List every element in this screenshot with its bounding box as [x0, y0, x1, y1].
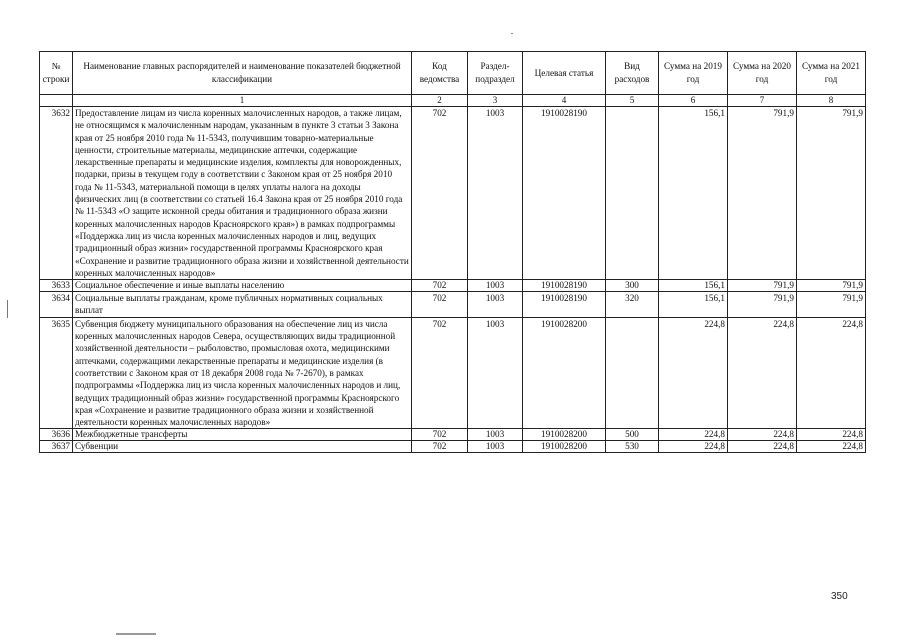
row-sum-2021: 791,9	[797, 280, 866, 292]
row-section: 1003	[468, 292, 523, 318]
row-sum-2020: 224,8	[728, 317, 797, 429]
row-number: 3632	[40, 107, 73, 280]
row-number: 3635	[40, 317, 73, 429]
header-name: Наименование главных распорядителей и наименование показателей бюджетной классификации	[73, 52, 412, 95]
column-number: 3	[468, 95, 523, 107]
header-sum-2019: Сумма на 2019 год	[659, 52, 728, 95]
row-name: Субвенция бюджету муниципального образования на обеспечение лиц из числа коренных малочисленных народов Севера, осуществляющих виды традиционной хозяйственной деятельности – рыболовство, промысловая охота, медицинскими аптечками, содержащими лекарственные препараты и медицинские изделия (в соответствии с Законом края от 18 декабря 2008 года № 7-2670), в рамках подпрограммы «Поддержка лиц из числа коренных малочисленных народов и лиц, ведущих традиционный образ жизни» государственной программы Красноярского края «Сохранение и развитие традиционного образа жизни и хозяйственной деятельности коренных малочисленных народов»	[73, 317, 412, 429]
row-sum-2019: 224,8	[659, 317, 728, 429]
row-target-article: 1910028190	[523, 280, 606, 292]
row-target-article: 1910028200	[523, 317, 606, 429]
row-section: 1003	[468, 107, 523, 280]
header-sum-2021: Сумма на 2021 год	[797, 52, 866, 95]
table-row	[40, 280, 866, 292]
row-sum-2020: 791,9	[728, 280, 797, 292]
row-department-code: 702	[412, 429, 468, 441]
row-sum-2019: 156,1	[659, 280, 728, 292]
header-row-number: № строки	[40, 52, 73, 95]
row-sum-2021: 791,9	[797, 107, 866, 280]
row-name: Предоставление лицам из числа коренных малочисленных народов, а также лицам, не относящимся к малочисленным народам, указанным в пункте 3 статьи 3 Закона края от 25 ноября 2010 года № 11-5343, получившим товарно-материальные ценности, строительные материалы, медицинские аптечки, содержащие лекарственные препараты и медицинские изделия, комплекты для новорожденных, подарки, призы в текущем году в соответствии с Законом края от 25 ноября 2010 года № 11-5343, материальной помощи в целях уплаты налога на доходы физических лиц (в соответствии со статьей 16.4 Закона края от 25 ноября 2010 года № 11-5343 «О защите исконной среды обитания и традиционного образа жизни коренных малочисленных народов Красноярского края») в рамках подпрограммы «Поддержка лиц из числа коренных малочисленных народов и лиц, ведущих традиционный образ жизни» государственной программы Красноярского края «Сохранение и развитие традиционного образа жизни и хозяйственной деятельности коренных малочисленных народов»	[73, 107, 412, 280]
row-sum-2019: 224,8	[659, 429, 728, 441]
column-number: 5	[606, 95, 659, 107]
row-sum-2020: 791,9	[728, 292, 797, 318]
row-section: 1003	[468, 441, 523, 453]
row-department-code: 702	[412, 317, 468, 429]
table-row	[40, 317, 866, 429]
row-sum-2021: 224,8	[797, 429, 866, 441]
row-target-article: 1910028190	[523, 107, 606, 280]
table-row	[40, 107, 866, 280]
column-number: 7	[728, 95, 797, 107]
column-number: 8	[797, 95, 866, 107]
row-department-code: 702	[412, 280, 468, 292]
table-row	[40, 429, 866, 441]
column-number: 6	[659, 95, 728, 107]
row-sum-2021: 791,9	[797, 292, 866, 318]
row-name: Межбюджетные трансферты	[73, 429, 412, 441]
row-section: 1003	[468, 317, 523, 429]
row-target-article: 1910028190	[523, 292, 606, 318]
row-number: 3634	[40, 292, 73, 318]
row-sum-2021: 224,8	[797, 441, 866, 453]
row-name: Субвенции	[73, 441, 412, 453]
row-sum-2020: 224,8	[728, 441, 797, 453]
page-number: 350	[831, 591, 848, 602]
row-sum-2019: 156,1	[659, 292, 728, 318]
row-expense-kind	[606, 317, 659, 429]
column-number	[40, 95, 73, 107]
row-expense-kind: 500	[606, 429, 659, 441]
row-number: 3633	[40, 280, 73, 292]
header-department-code: Код ведомства	[412, 52, 468, 95]
column-number: 4	[523, 95, 606, 107]
header-sum-2020: Сумма на 2020 год	[728, 52, 797, 95]
row-number: 3637	[40, 441, 73, 453]
row-target-article: 1910028200	[523, 429, 606, 441]
row-expense-kind	[606, 107, 659, 280]
row-expense-kind: 320	[606, 292, 659, 318]
scan-artifact-dot	[511, 33, 513, 34]
row-sum-2019: 156,1	[659, 107, 728, 280]
row-name: Социальное обеспечение и иные выплаты населению	[73, 280, 412, 292]
row-sum-2020: 224,8	[728, 429, 797, 441]
row-department-code: 702	[412, 292, 468, 318]
budget-table	[39, 51, 866, 453]
column-number: 1	[73, 95, 412, 107]
column-number-row	[40, 95, 866, 107]
row-sum-2019: 224,8	[659, 441, 728, 453]
row-expense-kind: 300	[606, 280, 659, 292]
scan-artifact-smudge	[116, 633, 156, 635]
row-number: 3636	[40, 429, 73, 441]
row-expense-kind: 530	[606, 441, 659, 453]
table-row	[40, 441, 866, 453]
row-sum-2021: 224,8	[797, 317, 866, 429]
row-department-code: 702	[412, 107, 468, 280]
scan-artifact-line	[7, 300, 8, 318]
column-number: 2	[412, 95, 468, 107]
header-expense-kind: Вид расходов	[606, 52, 659, 95]
row-name: Социальные выплаты гражданам, кроме публичных нормативных социальных выплат	[73, 292, 412, 318]
row-section: 1003	[468, 429, 523, 441]
table-row	[40, 292, 866, 318]
row-target-article: 1910028200	[523, 441, 606, 453]
row-section: 1003	[468, 280, 523, 292]
row-sum-2020: 791,9	[728, 107, 797, 280]
header-section: Раздел-подраздел	[468, 52, 523, 95]
row-department-code: 702	[412, 441, 468, 453]
header-target-article: Целевая статья	[523, 52, 606, 95]
header-row	[40, 52, 866, 95]
